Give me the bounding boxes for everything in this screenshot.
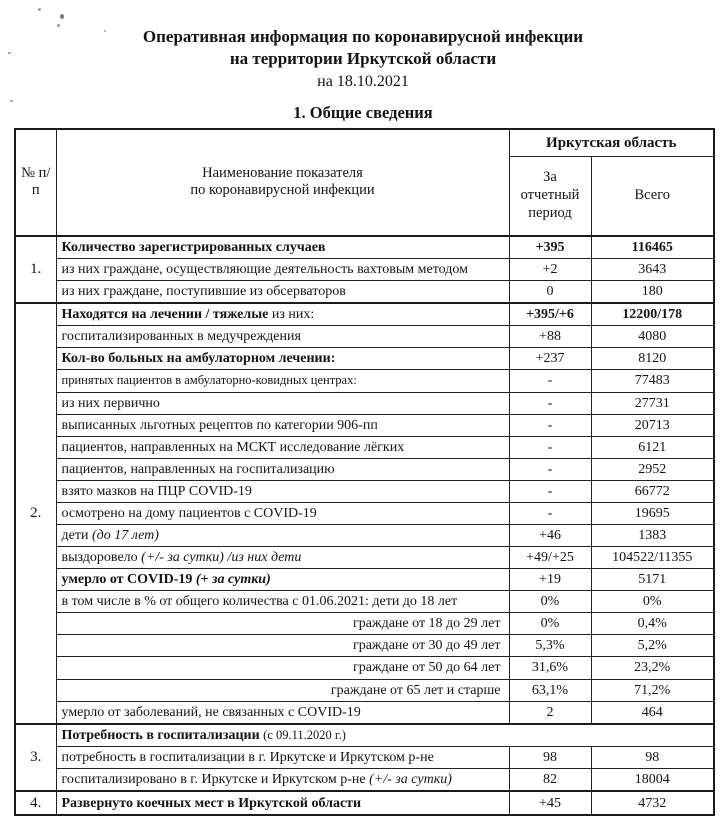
period-value-cell: +88	[509, 326, 591, 348]
title-line-1: Оперативная информация по коронавирусной инфекции	[142, 27, 584, 46]
table-row	[15, 679, 714, 701]
indicator-cell	[56, 746, 509, 768]
period-value-cell: 0%	[509, 613, 591, 635]
indicator-label-segment: граждане от 30 до 49 лет	[352, 638, 501, 654]
section-heading: 1. Общие сведения	[293, 102, 433, 122]
period-value-cell: 5,3%	[509, 635, 591, 657]
indicator-label-segment: Потребность в госпитализации	[61, 727, 264, 743]
indicator-cell	[56, 635, 509, 657]
indicator-label-segment: граждане от 65 лет и старше	[330, 682, 501, 698]
indicator-cell	[56, 657, 509, 679]
table-header	[15, 129, 714, 236]
table-row	[15, 480, 714, 502]
indicator-cell	[56, 701, 509, 724]
total-value-cell: 19695	[591, 502, 714, 524]
total-value-cell: 98	[591, 746, 714, 768]
row-number-cell: 2.	[15, 303, 56, 723]
period-value-cell: 82	[509, 768, 591, 791]
indicator-cell	[56, 414, 509, 436]
indicator-cell	[56, 303, 509, 326]
table-row	[15, 281, 714, 304]
total-value-cell: 77483	[591, 370, 714, 392]
indicator-label-segment: (с 09.11.2020 г.)	[263, 727, 346, 742]
total-value-cell: 0%	[591, 591, 714, 613]
period-value-cell: -	[509, 480, 591, 502]
table-row	[15, 701, 714, 724]
indicator-cell	[56, 392, 509, 414]
table-row	[15, 591, 714, 613]
col-header-num: № п/п	[15, 129, 56, 236]
indicator-label-segment: из них:	[268, 307, 315, 323]
indicator-label-segment: потребность в госпитализации в г. Иркутске и Иркутском р-не	[61, 749, 434, 765]
indicator-label-segment: (+/- за сутки) /из них дети	[141, 550, 302, 566]
total-value-cell: 12200/178	[591, 303, 714, 326]
row-number-cell: 3.	[15, 724, 56, 791]
table-row	[15, 746, 714, 768]
table-row	[15, 525, 714, 547]
scan-artifact	[8, 52, 11, 54]
indicator-cell	[56, 525, 509, 547]
indicator-label-segment: граждане от 50 до 64 лет	[352, 660, 501, 676]
table-row	[15, 458, 714, 480]
total-value-cell: 2952	[591, 458, 714, 480]
table-row	[15, 635, 714, 657]
period-value-cell: 63,1%	[509, 679, 591, 701]
indicator-label-segment: госпитализированных в медучреждения	[61, 329, 301, 345]
table-row	[15, 303, 714, 326]
total-value-cell: 116465	[591, 236, 714, 259]
period-value-cell: +2	[509, 259, 591, 281]
period-value-cell: -	[509, 458, 591, 480]
table-row	[15, 348, 714, 370]
table-row	[15, 370, 714, 392]
period-value-cell: -	[509, 502, 591, 524]
table-row	[15, 724, 714, 747]
period-value-cell: 98	[509, 746, 591, 768]
indicator-cell	[56, 348, 509, 370]
table-row	[15, 326, 714, 348]
indicator-label-segment: из них первично	[61, 395, 160, 411]
indicator-cell	[56, 613, 509, 635]
indicator-label-segment: пациентов, направленных на МСКТ исследование лёгких	[61, 439, 405, 455]
period-value-cell: +395/+6	[509, 303, 591, 326]
scan-artifact	[57, 24, 60, 27]
period-value-cell: 31,6%	[509, 657, 591, 679]
indicator-cell	[56, 547, 509, 569]
row-number-cell: 4.	[15, 791, 56, 815]
title-date-line: на 18.10.2021	[317, 72, 409, 90]
covid-table-body	[15, 236, 714, 815]
indicator-label-segment: (до 17 лет)	[91, 528, 159, 543]
table-row	[15, 502, 714, 524]
scan-artifact	[10, 100, 13, 102]
period-value-cell: -	[509, 436, 591, 458]
col-header-name	[56, 129, 509, 236]
indicator-label-segment: дети	[61, 528, 92, 543]
total-value-cell: 66772	[591, 480, 714, 502]
indicator-label-segment: Количество зарегистрированных случаев	[61, 239, 326, 255]
period-value-cell: -	[509, 392, 591, 414]
period-value-cell: 0%	[509, 591, 591, 613]
table-row	[15, 392, 714, 414]
total-value-cell: 180	[591, 281, 714, 304]
indicator-label-segment: умерло от COVID-19	[61, 572, 196, 588]
table-row	[15, 768, 714, 791]
period-value-cell: -	[509, 370, 591, 392]
total-value-cell: 20713	[591, 414, 714, 436]
table-row	[15, 436, 714, 458]
indicator-label-segment: Находятся на лечении / тяжелые	[61, 307, 269, 323]
indicator-label-segment: граждане от 18 до 29 лет	[352, 616, 501, 632]
total-value-cell: 23,2%	[591, 657, 714, 679]
table-row	[15, 236, 714, 259]
indicator-label-segment: пациентов, направленных на госпитализацию	[61, 461, 335, 477]
indicator-label-segment: в том числе в % от общего количества с 01.06.2021: дети до 18 лет	[61, 594, 458, 610]
total-value-cell: 3643	[591, 259, 714, 281]
indicator-cell	[56, 724, 714, 747]
indicator-cell	[56, 458, 509, 480]
covid-info-table	[14, 128, 715, 816]
row-number-cell: 1.	[15, 236, 56, 303]
indicator-cell	[56, 281, 509, 304]
col-header-total: Всего	[591, 156, 714, 236]
col-header-name-line1: Наименование показателя	[202, 164, 363, 181]
indicator-label-segment: госпитализировано в г. Иркутске и Иркутском р-не	[61, 771, 370, 787]
table-row	[15, 414, 714, 436]
scan-artifact	[60, 14, 64, 19]
period-value-cell: -	[509, 414, 591, 436]
period-value-cell: 2	[509, 701, 591, 724]
document-title	[0, 0, 726, 92]
indicator-cell	[56, 502, 509, 524]
indicator-cell	[56, 791, 509, 815]
indicator-cell	[56, 436, 509, 458]
total-value-cell: 5171	[591, 569, 714, 591]
indicator-label-segment: из них граждане, поступившие из обсерваторов	[61, 284, 346, 300]
period-value-cell: +19	[509, 569, 591, 591]
indicator-label-segment: (+/- за сутки)	[369, 771, 452, 787]
indicator-label-segment: умерло от заболеваний, не связанных с COVID-19	[61, 704, 361, 720]
indicator-cell	[56, 569, 509, 591]
period-value-cell: +395	[509, 236, 591, 259]
period-value-cell: 0	[509, 281, 591, 304]
indicator-label-segment: принятых пациентов в амбулаторно-ковидных центрах:	[61, 373, 357, 388]
indicator-label-segment: выздоровело	[61, 550, 142, 566]
indicator-cell	[56, 679, 509, 701]
total-value-cell: 1383	[591, 525, 714, 547]
scan-artifact	[104, 30, 106, 32]
total-value-cell: 464	[591, 701, 714, 724]
indicator-label-segment: (+ за сутки)	[195, 572, 271, 588]
total-value-cell: 8120	[591, 348, 714, 370]
indicator-label-segment: из них граждане, осуществляющие деятельность вахтовым методом	[61, 262, 468, 278]
period-value-cell: +237	[509, 348, 591, 370]
total-value-cell: 4732	[591, 791, 714, 815]
total-value-cell: 71,2%	[591, 679, 714, 701]
table-row	[15, 657, 714, 679]
total-value-cell: 18004	[591, 768, 714, 791]
indicator-cell	[56, 370, 509, 392]
indicator-label-segment: осмотрено на дому пациентов с COVID-19	[61, 505, 317, 521]
period-value-cell: +45	[509, 791, 591, 815]
total-value-cell: 5,2%	[591, 635, 714, 657]
table-row	[15, 547, 714, 569]
total-value-cell: 104522/11355	[591, 547, 714, 569]
table-row	[15, 259, 714, 281]
total-value-cell: 4080	[591, 326, 714, 348]
indicator-cell	[56, 480, 509, 502]
total-value-cell: 27731	[591, 392, 714, 414]
title-line-2: на территории Иркутской области	[229, 49, 497, 69]
total-value-cell: 0,4%	[591, 613, 714, 635]
indicator-label-segment: Развернуто коечных мест в Иркутской области	[61, 795, 362, 811]
table-row	[15, 613, 714, 635]
indicator-cell	[56, 259, 509, 281]
col-header-name-line2: по коронавирусной инфекции	[190, 182, 375, 199]
table-row	[15, 791, 714, 815]
period-value-cell: +46	[509, 525, 591, 547]
indicator-label-segment: выписанных льготных рецептов по категории 906-пп	[61, 417, 378, 433]
indicator-cell	[56, 768, 509, 791]
indicator-cell	[56, 591, 509, 613]
indicator-label-segment: взято мазков на ПЦР COVID-19	[61, 483, 252, 499]
period-value-cell: +49/+25	[509, 547, 591, 569]
indicator-label-segment: Кол-во больных на амбулаторном лечении:	[61, 351, 336, 367]
indicator-cell	[56, 326, 509, 348]
total-value-cell: 6121	[591, 436, 714, 458]
col-header-region: Иркутская область	[509, 129, 714, 157]
indicator-cell	[56, 236, 509, 259]
table-row	[15, 569, 714, 591]
col-header-period: За отчетный период	[509, 156, 591, 236]
scan-artifact	[38, 8, 41, 11]
